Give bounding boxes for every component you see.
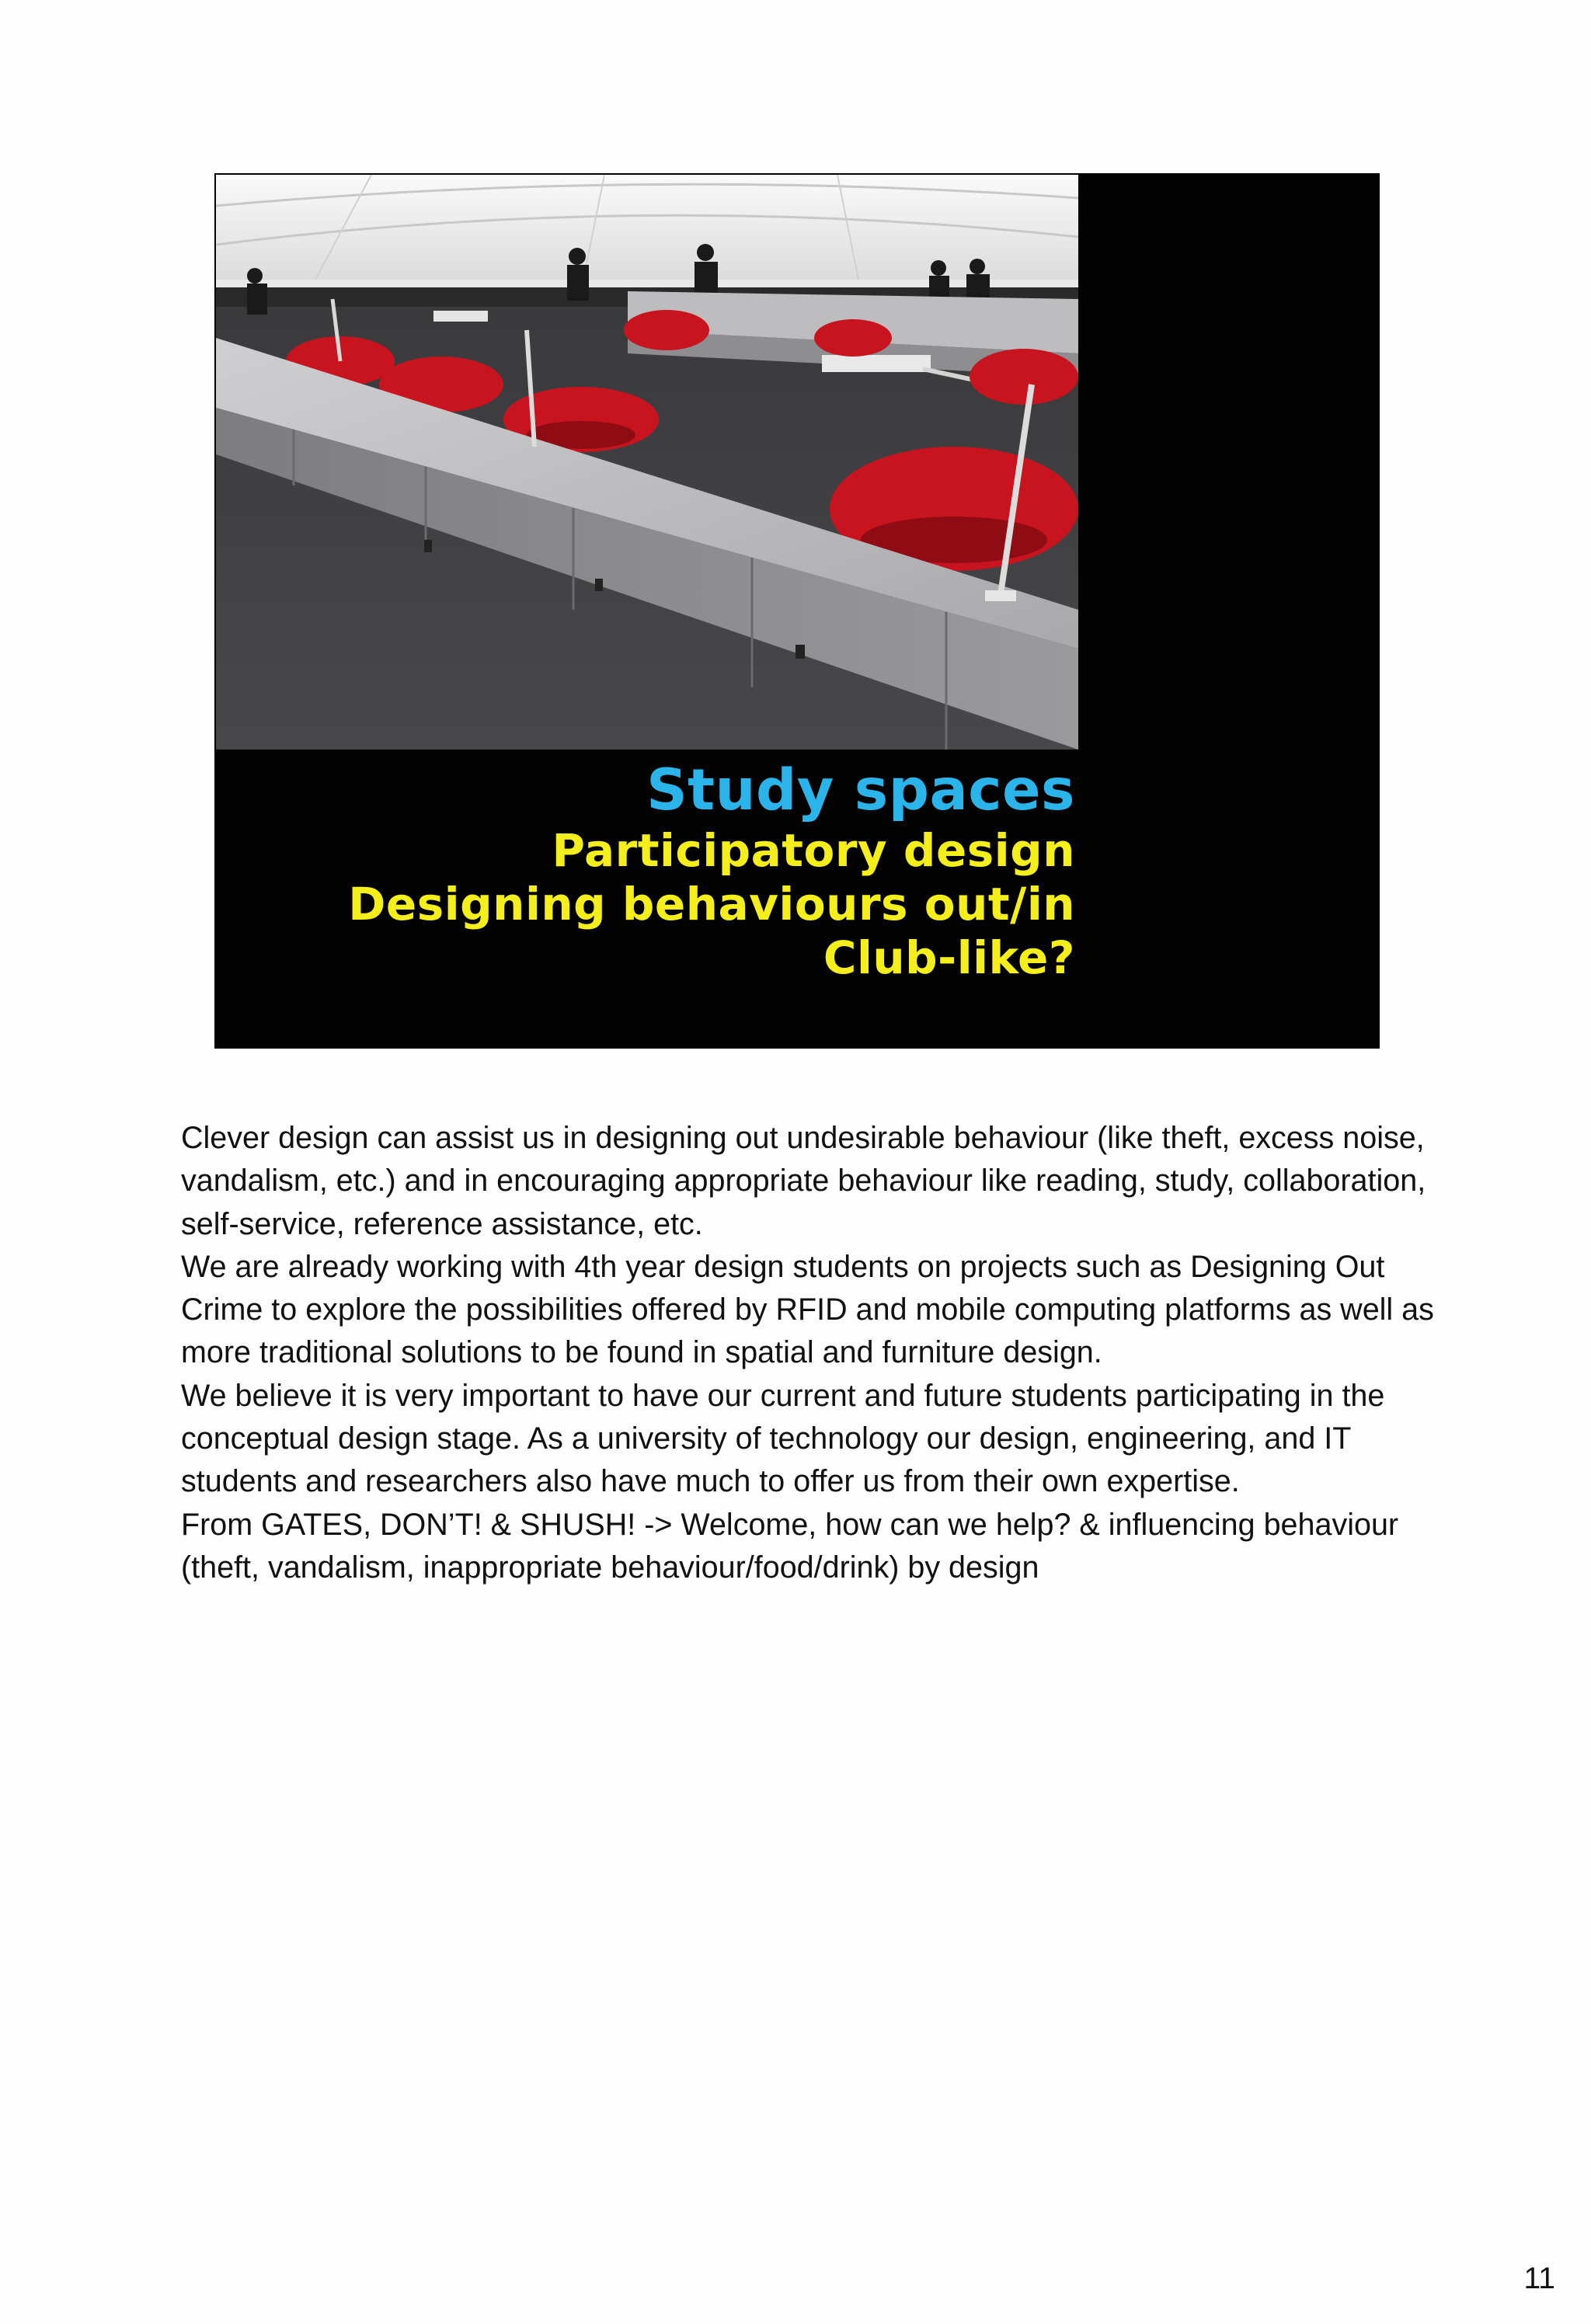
slide-subtitle-line: Designing behaviours out/in [348,878,1075,931]
slide-heading [348,757,1075,985]
notes-paragraph: We believe it is very important to have our current and future students participating in the conceptual design stage. As a university of technology our design, engineering, and IT students and researchers also have much to offer us from their own expertise. [181,1378,1385,1499]
notes-paragraph: From GATES, DON’T! & SHUSH! -> Welcome, how can we help? & influencing behaviour (theft, vandalism, inappropriate behaviour/food/drink) by design [181,1507,1399,1585]
study-space-photo [216,175,1078,750]
page-number: 11 [1523,2262,1555,2295]
notes-paragraph: Clever design can assist us in designing out undesirable behaviour (like theft, excess noise, vandalism, etc.) and in encouraging appropriate behaviour like reading, study, collaboration, self-service, reference assistance, etc. [181,1121,1426,1241]
speaker-notes [181,1117,1440,1589]
slide-subtitle-line: Club-like? [823,931,1075,984]
slide-title: Study spaces [646,757,1075,823]
slide-subtitle-line: Participatory design [552,824,1075,877]
slide-frame [214,173,1380,1049]
notes-paragraph: We are already working with 4th year design students on projects such as Designing Out Crime to explore the possibilities offered by RFID and mobile computing platforms as well as more traditional solutions to be found in spatial and furniture design. [181,1249,1434,1370]
